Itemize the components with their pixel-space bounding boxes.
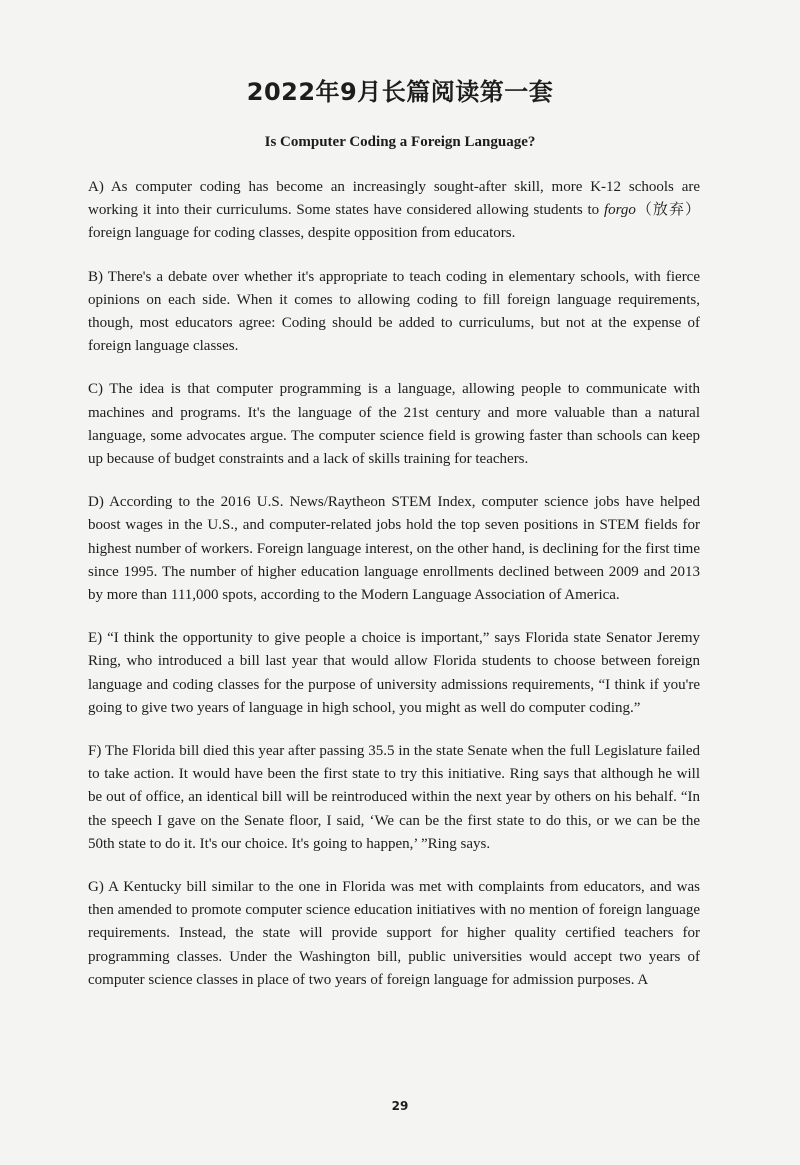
page-title: 2022年9月长篇阅读第一套 [246, 78, 554, 106]
paragraph-a [88, 176, 700, 246]
paragraph-b: B) There's a debate over whether it's appropriate to teach coding in elementary schools, with fierce opinions on each side. When it comes to allowing coding to fill foreign language requirements, though, most educators agree: Coding should be added to curriculums, but not at the expense of foreign language classes. [88, 268, 700, 355]
paragraph-e: E) “I think the opportunity to give people a choice is important,” says Florida state Senator Jeremy Ring, who introduced a bill last year that would allow Florida students to choose between foreign language and coding classes for the purpose of university admissions requirements, “I think if you're going to give two years of language in high school, you might as well do computer coding.” [88, 630, 700, 716]
paragraph-f: F) The Florida bill died this year after passing 35.5 in the state Senate when the full Legislature failed to take action. It would have been the first state to try this initiative. Ring says that although he will be out of office, an identical bill will be reintroduced within the next year by others on his behalf. “In the speech I gave on the Senate floor, I said, ‘We can be the first state to do this, or we can be the 50th state to do it. It's our choice. It's going to happen,’ ”Ring says. [88, 743, 700, 852]
paragraph-a-text: A) As computer coding has become an increasingly sought-after skill, more K-12 schools are working it into their curriculums. Some states have considered allowing students to [88, 179, 700, 219]
paragraph-d: D) According to the 2016 U.S. News/Raytheon STEM Index, computer science jobs have helped boost wages in the U.S., and computer-related jobs hold the top seven positions in STEM fields for highest number of workers. Foreign language interest, on the other hand, is declining for the first time since 1995. The number of higher education language enrollments declined between 2009 and 2013 by more than 111,000 spots, according to the Modern Language Association of America. [88, 494, 700, 604]
paragraph-c: C) The idea is that computer programming is a language, allowing people to communicate with machines and programs. It's the language of the 21st century and more valuable than a natural language, some advocates argue. The computer science field is growing faster than schools can keep up because of budget constraints and a lack of skills training for teachers. [88, 381, 700, 468]
page-number: 29 [391, 1099, 409, 1113]
article-title: Is Computer Coding a Foreign Language? [264, 134, 536, 150]
paragraph-a-text-end: （放弃）foreign language for coding classes, despite opposition from educators. [88, 202, 700, 242]
paragraph-g: G) A Kentucky bill similar to the one in Florida was met with complaints from educators, and was then amended to promote computer science education initiatives with no mention of foreign language requirements. Instead, the state will provide support for higher quality certified teachers for programming classes. Under the Washington bill, public universities would accept two years of computer science classes in place of two years of foreign language for admission purposes. A [88, 879, 700, 988]
paragraph-a-italic-word: forgo [603, 202, 636, 219]
article-body [88, 176, 700, 1012]
